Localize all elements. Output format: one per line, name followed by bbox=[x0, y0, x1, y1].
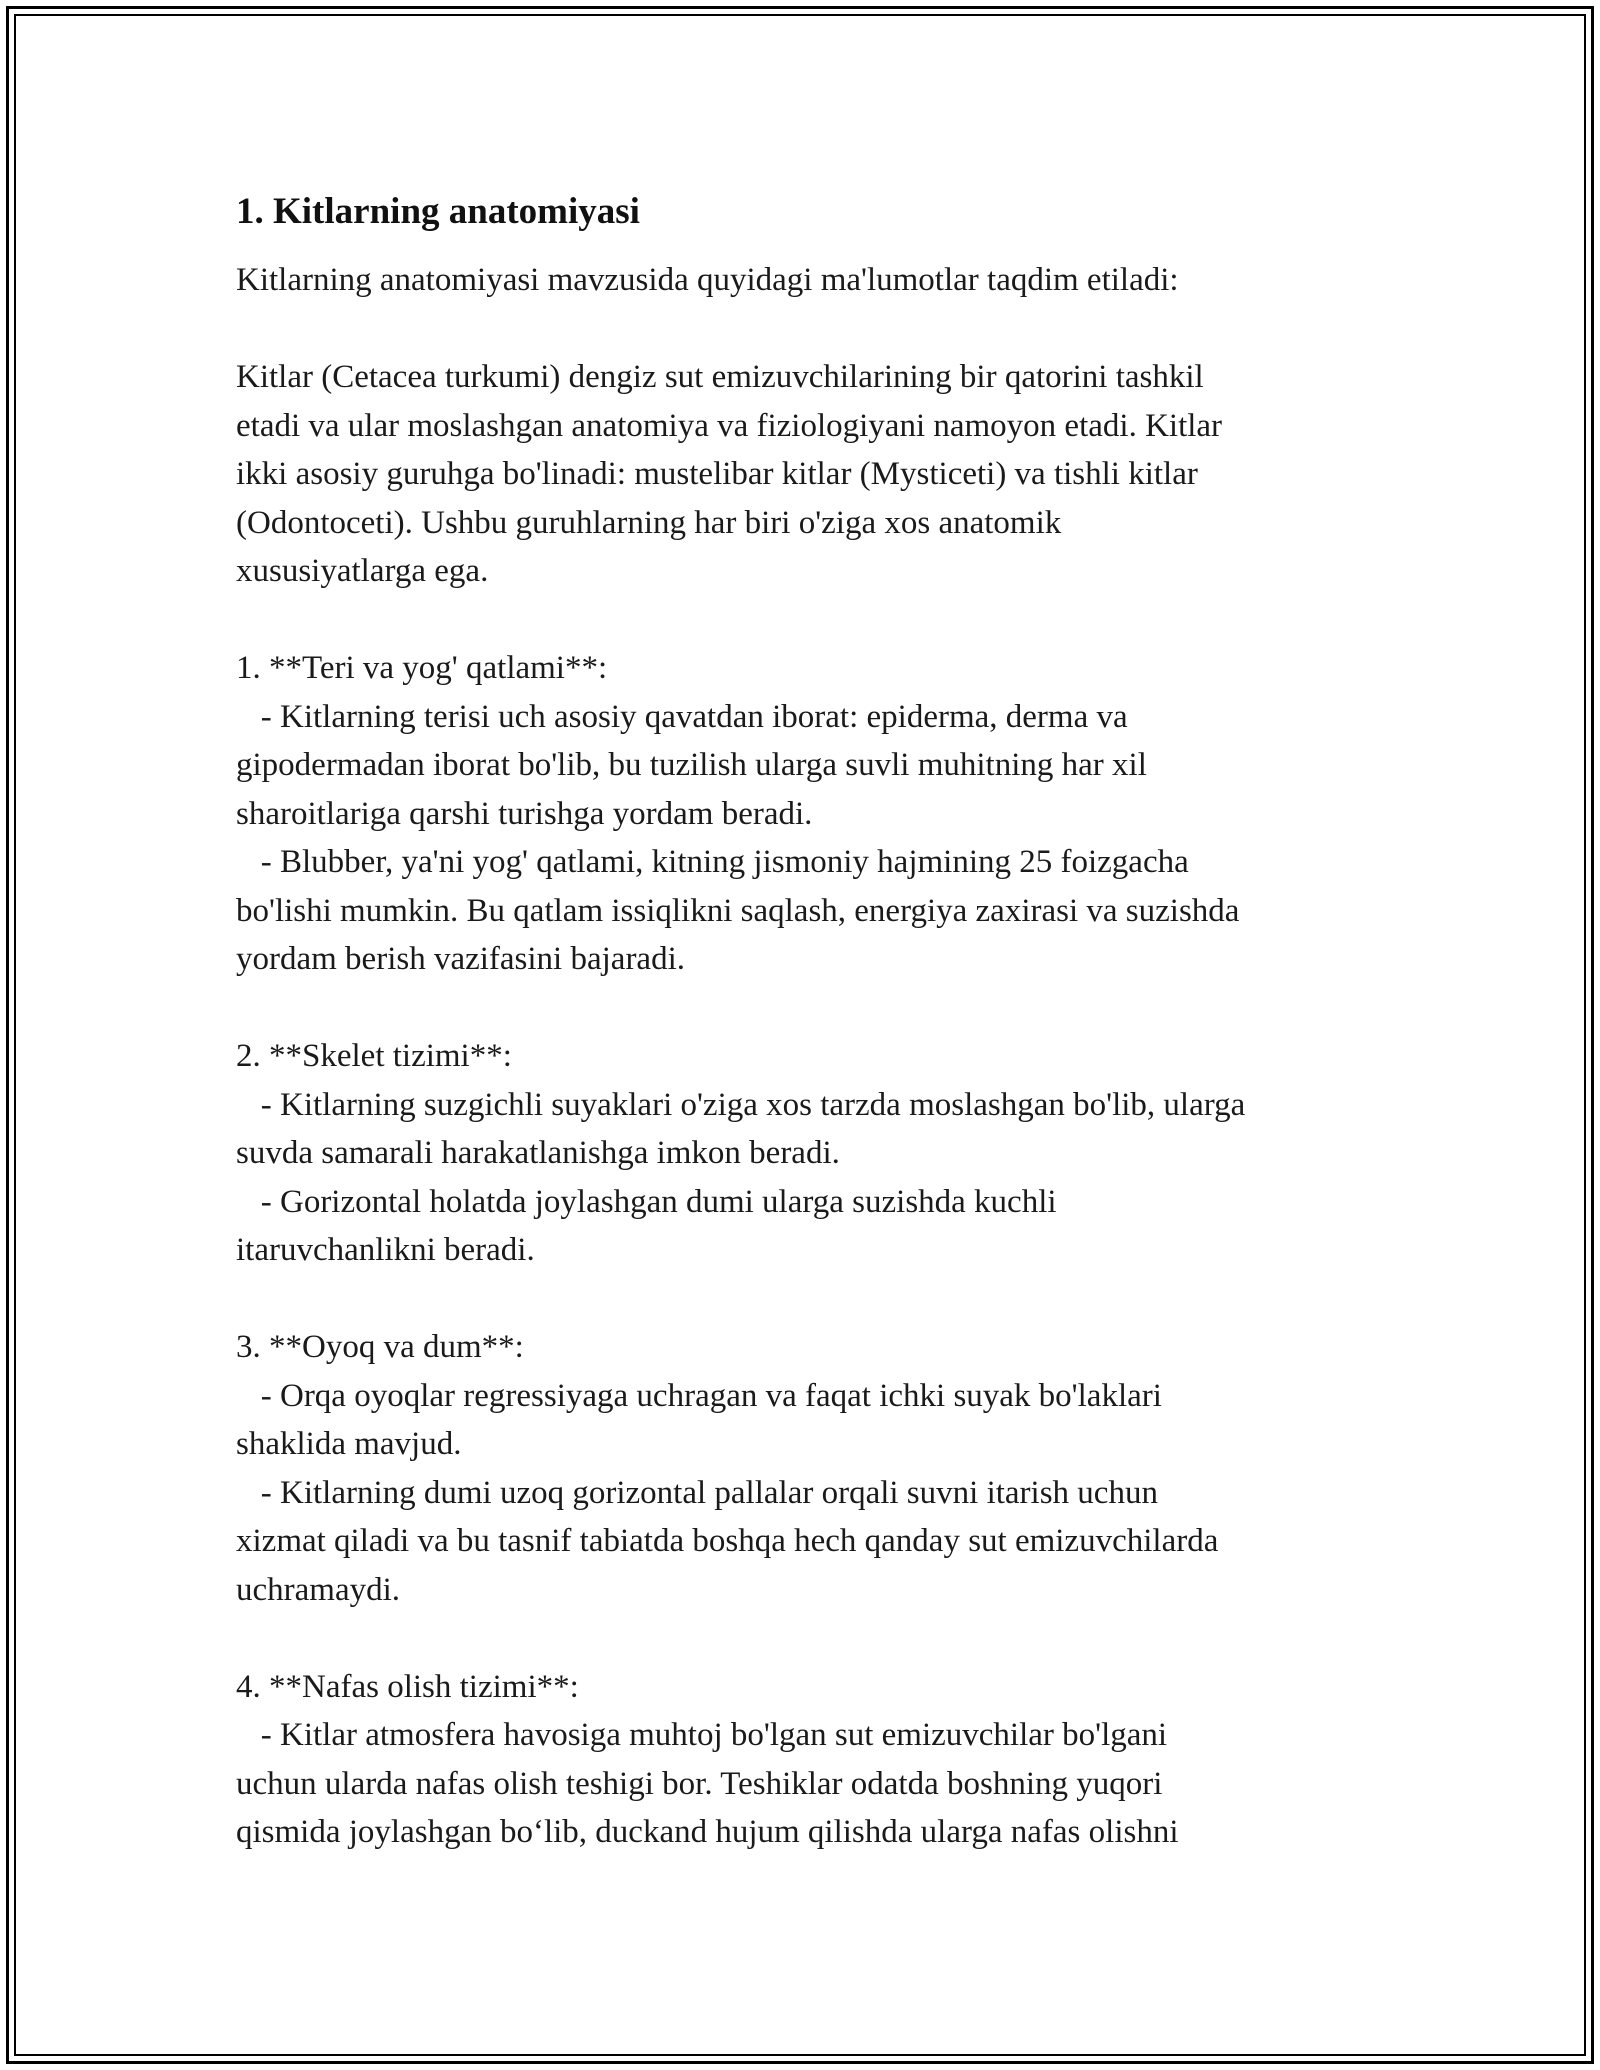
document-content bbox=[236, 188, 1376, 1857]
document-title: 1. Kitlarning anatomiyasi bbox=[236, 191, 640, 232]
document-body: Kitlarning anatomiyasi mavzusida quyidagi ma'lumotlar taqdim etiladi: Kitlar (Cetacea turkumi) dengiz sut emizuvchilarining bir qatorini tashkil etadi va ular moslashgan anatomiya va fiziologiyani namoyon etadi. Kitlar ikki asosiy guruhga bo'linadi: mustelibar kitlar (Mysticeti) va tishli kitlar (Odontoceti). Ushbu guruhlarning har biri o'ziga xos anatomik xususiyatlarga ega. 1. **Teri va yog' qatlami**: - Kitlarning terisi uch asosiy qavatdan iborat: epiderma, derma va gipodermadan iborat bo'lib, bu tuzilish ularga suvli muhitning har xil sharoitlariga qarshi turishga yordam beradi. - Blubber, ya'ni yog' qatlami, kitning jismoniy hajmining 25 foizgacha bo'lishi mumkin. Bu qatlam issiqlikni saqlash, energiya zaxirasi va suzishda yordam berish vazifasini bajaradi. 2. **Skelet tizimi**: - Kitlarning suzgichli suyaklari o'ziga xos tarzda moslashgan bo'lib, ularga suvda samarali harakatlanishga imkon beradi. - Gorizontal holatda joylashgan dumi ularga suzishda kuchli itaruvchanlikni beradi. 3. **Oyoq va dum**: - Orqa oyoqlar regressiyaga uchragan va faqat ichki suyak bo'laklari shaklida mavjud. - Kitlarning dumi uzoq gorizontal pallalar orqali suvni itarish uchun xizmat qiladi va bu tasnif tabiatda boshqa hech qanday sut emizuvchilarda uchramaydi. 4. **Nafas olish tizimi**: - Kitlar atmosfera havosiga muhtoj bo'lgan sut emizuvchilar bo'lgani uchun ularda nafas olish teshigi bor. Teshiklar odatda boshning yuqori qismida joylashgan bo‘lib, duckand hujum qilishda ularga nafas olishni bbox=[236, 262, 1246, 1850]
